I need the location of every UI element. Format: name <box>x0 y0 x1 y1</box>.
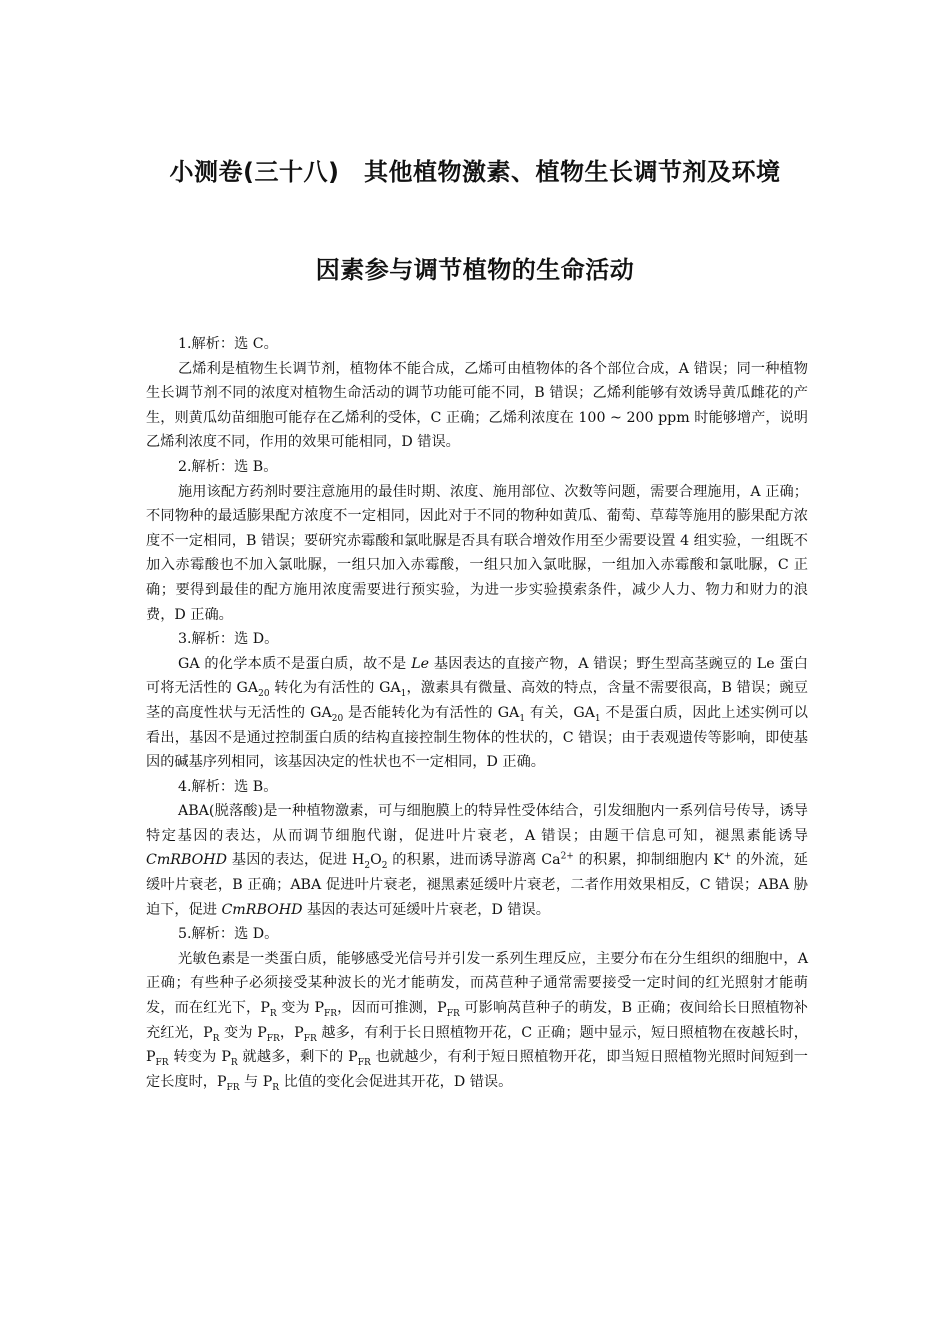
page-title-line-2: 因素参与调节植物的生命活动 <box>315 256 635 284</box>
gene-name: Le <box>411 655 430 672</box>
gene-name: CmRBOHD <box>221 901 303 918</box>
answer-4-body: ABA(脱落酸)是一种植物激素，可与细胞膜上的特异性受体结合，引发细胞内一系列信号传导，诱导特定基因的表达，从而调节细胞代谢，促进叶片衰老，A 错误；由题干信息可知，褪黑素能诱导 CmRBOHD 基因的表达，促进 $H_2O_2$ 的积累，进而诱导游离 $Ca^{2+}$ 的积累，抑制细胞内 K+ 的外流，延缓叶片衰老，B 正确；ABA 促进叶片衰老，褪黑素延缓叶片衰老，二者作用效果相反，C 错误；ABA 胁迫下，促进 CmRBOHD 基因的表达可延缓叶片衰老，D 错误。 <box>146 803 808 918</box>
answer-1-body: 乙烯利是植物生长调节剂，植物体不能合成，乙烯可由植物体的各个部位合成，A 错误；同一种植物生长调节剂不同的浓度对植物生命活动的调节功能可能不同，B 错误；乙烯利能够有效诱导黄瓜雌花的产生，则黄瓜幼苗细胞可能存在乙烯利的受体，C 正确；乙烯利浓度在 100 ~ 200 ppm 时能够增产，说明乙烯利浓度不同，作用的效果可能相同，D 错误。 <box>146 360 808 451</box>
answer-5-body: 光敏色素是一类蛋白质，能够感受光信号并引发一系列生理反应，主要分布在分生组织的细胞中，A 正确；有些种子必须接受某种波长的光才能萌发，而莴苣种子通常需要接受一定时间的红光照射才能萌发，而在红光下，$P_R$ 变为 $P_{FR}$，因而可推测，$P_{FR}$ 可影响莴苣种子的萌发，B 正确；夜间给长日照植物补充红光，$P_R$ 变为 $P_{FR}$，$P_{FR}$ 越多，有利于长日照植物开花，C 正确；题中显示，短日照植物在夜越长时，$P_{FR}$ 转变为 $P_R$ 就越多，剩下的 $P_{FR}$ 也就越少，有利于短日照植物开花，即当短日照植物光照时间短到一定长度时，$P_{FR}$ 与 $P_R$ 比值的变化会促进其开花，D 错误。 <box>146 950 808 1093</box>
answer-4-heading: 4.解析：选 B。 <box>178 778 278 795</box>
answer-2-body: 施用该配方药剂时要注意施用的最佳时期、浓度、施用部位、次数等问题，需要合理施用，A 正确；不同物种的最适膨果配方浓度不一定相同，因此对于不同的物种如黄瓜、葡萄、草莓等施用的膨果配方浓度不一定相同，B 错误；要研究赤霉酸和氯吡脲是否具有联合增效作用至少需要设置 4 组实验，一组既不加入赤霉酸也不加入氯吡脲，一组只加入赤霉酸，一组只加入氯吡脲，一组加入赤霉酸和氯吡脲，C 正确；要得到最佳的配方施用浓度需要进行预实验，为进一步实验摸索条件，减少人力、物力和财力的浪费，D 正确。 <box>146 483 808 623</box>
answer-1-heading: 1.解析：选 C。 <box>178 336 278 352</box>
answer-5-heading: 5.解析：选 D。 <box>178 926 279 943</box>
answer-3-body: GA 的化学本质不是蛋白质，故不是 Le 基因表达的直接产物，A 错误；野生型高茎豌豆的 Le 蛋白可将无活性的 $GA_{20}$ 转化为有活性的 $GA_1$，激素具有微量、高效的特点，含量不需要很高，B 错误；豌豆茎的高度性状与无活性的 $GA_{20}$ 是否能转化为有活性的 $GA_1$ 有关，$GA_1$ 不是蛋白质，因此上述实例可以看出，基因不是通过控制蛋白质的结构直接控制生物体的性状的，C 错误；由于表观遗传等影响，即使基因的碱基序列相同，该基因决定的性状也不一定相同，D 正确。 <box>146 655 808 771</box>
page-title-line-1: 小测卷(三十八) 其他植物激素、植物生长调节剂及环境 <box>169 158 781 186</box>
gene-name: CmRBOHD <box>146 852 228 869</box>
answer-3-heading: 3.解析：选 D。 <box>178 631 279 648</box>
answer-content <box>146 332 808 1094</box>
answer-2-heading: 2.解析：选 B。 <box>178 458 278 475</box>
